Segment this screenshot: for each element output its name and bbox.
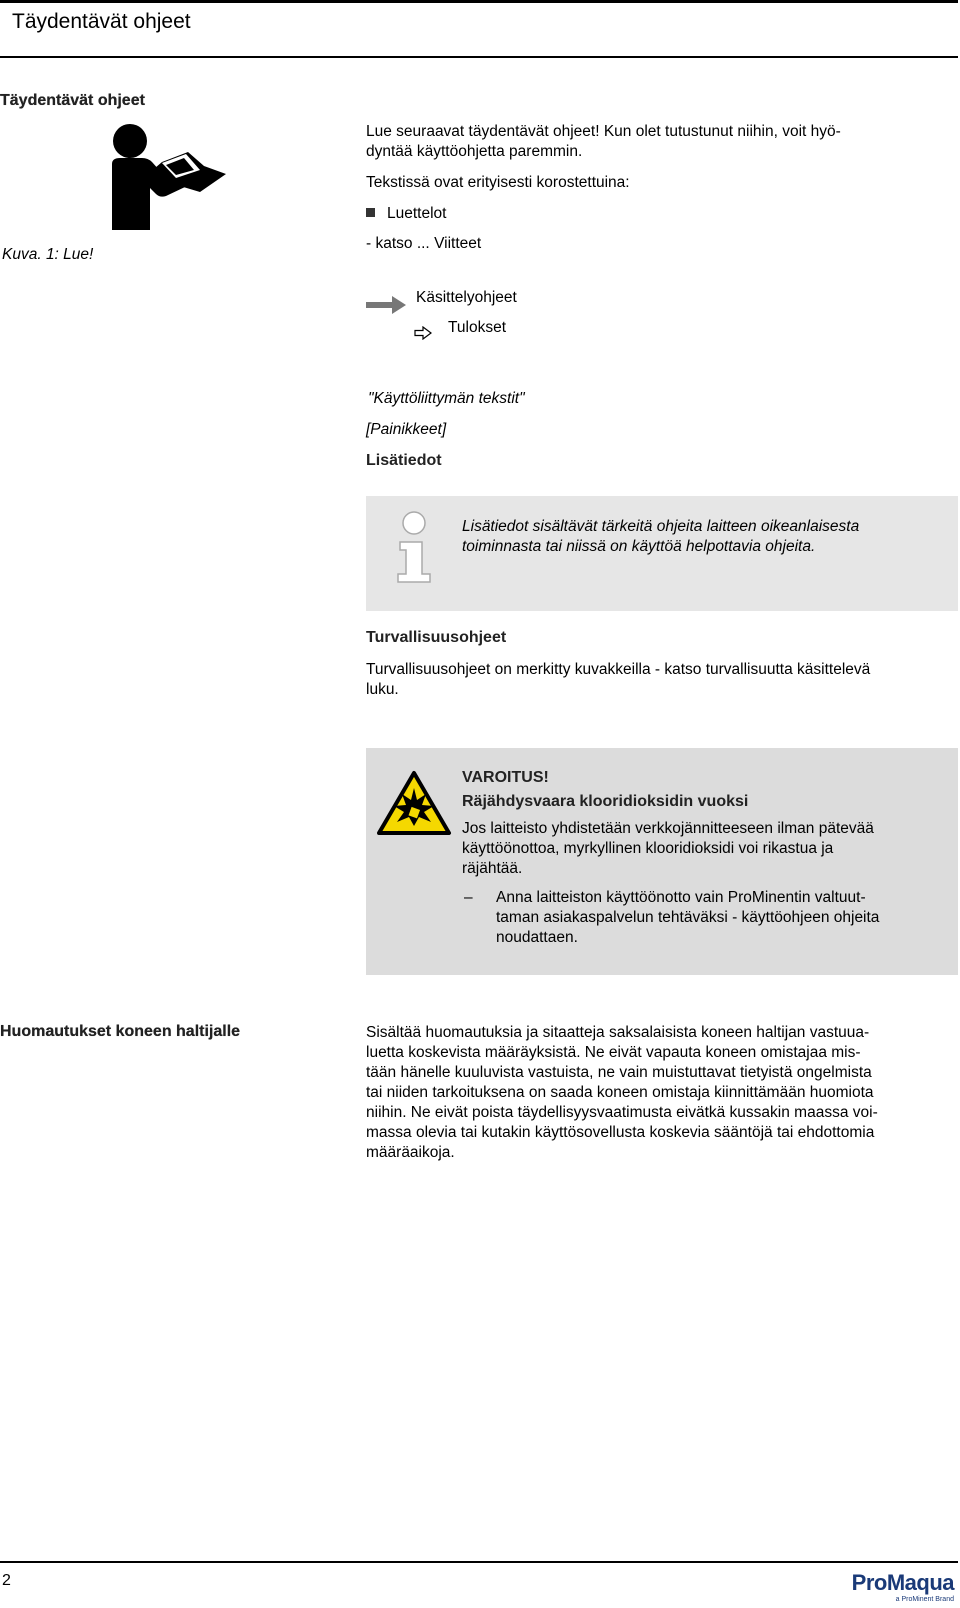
safety-text [366,660,956,700]
warning-action-line-3: noudattaen. [496,929,578,946]
header-rule [0,56,958,58]
warning-action-line-1: Anna laitteiston käyttöönotto vain ProMinentin valtuut- [496,889,866,906]
warning-text-line-1: Jos laitteisto yhdistetään verkkojännitteeseen ilman pätevää [462,820,874,837]
owner-notes-text [366,1023,956,1163]
section-heading-intro: Täydentävät ohjeet [0,92,145,109]
page-number: 2 [2,1572,11,1589]
warning-signal-word: VAROITUS! [462,769,549,786]
handling-arrow-icon [366,294,406,316]
warning-text-line-3: räjähtää. [462,860,523,877]
explosion-warning-icon [376,770,452,836]
owner-notes-line: niihin. Ne eivät poista täydellisyysvaatimusta eivätkä kussakin maassa voi- [366,1104,878,1121]
info-box [366,496,958,611]
warning-box [366,748,958,975]
warning-action-line-2: taman asiakaspalvelun tehtäväksi - käyttöohjeen ohjeita [496,909,880,926]
safety-text-line-2: luku. [366,681,399,698]
info-text-line-1: Lisätiedot sisältävät tärkeitä ohjeita laitteen oikeanlaisesta [462,518,860,535]
reference-prefix: - katso ... [366,235,430,252]
owner-notes-line: massa olevia tai kutakin käyttösovellusta koskevia sääntöjä tai ehdottomia [366,1124,875,1141]
brand-subtitle: a ProMinent Brand [895,1596,954,1603]
figure-caption: Kuva. 1: Lue! [2,246,94,263]
warning-text-line-2: käyttöönottoa, myrkyllinen klooridioksidi voi rikastua ja [462,840,834,857]
warning-text [462,819,952,879]
info-heading: Lisätiedot [366,452,442,469]
info-text-line-2: toiminnasta tai niissä on käyttöä helpottavia ohjeita. [462,538,816,555]
intro-paragraph [366,122,946,162]
handling-label: Käsittelyohjeet [416,289,517,306]
brand-logo [852,1570,954,1603]
highlight-intro: Tekstissä ovat erityisesti korostettuina: [366,174,630,191]
top-rule [0,0,958,3]
ui-text-example: "Käyttöliittymän tekstit" [368,390,525,407]
safety-text-line-1: Turvallisuusohjeet on merkitty kuvakkeilla - katso turvallisuutta käsittelevä [366,661,871,678]
info-text [462,517,952,557]
reference-example [366,234,481,254]
page-header-title: Täydentävät ohjeet [12,10,191,33]
warning-action-dash: – [464,889,473,906]
brand-name: ProMaqua [851,1570,954,1595]
info-icon [392,510,436,584]
intro-line-1: Lue seuraavat täydentävät ohjeet! Kun olet tutustunut niihin, voit hyö- [366,123,841,140]
reference-label: Viitteet [434,235,482,252]
list-example-label: Luettelot [387,205,447,222]
square-bullet-icon [366,208,375,217]
owner-notes-line: luetta koskevista määräyksistä. Ne eivät vapauta koneen omistajaa mis- [366,1044,861,1061]
person-reading-icon [104,122,230,234]
owner-notes-line: tään hänelle kuuluvista vastuista, ne vain muistuttavat tietyistä ongelmista [366,1064,872,1081]
list-example [366,204,446,224]
owner-notes-line: määräaikoja. [366,1144,455,1161]
footer-rule [0,1561,958,1563]
owner-notes-line: tai niiden tarkoituksena on saada koneen omistaja kiinnittämään huomiota [366,1084,874,1101]
owner-notes-line: Sisältää huomautuksia ja sitaatteja saksalaisista koneen haltijan vastuua- [366,1024,870,1041]
intro-line-2: dyntää käyttöohjetta paremmin. [366,143,583,160]
warning-hazard: Räjähdysvaara klooridioksidin vuoksi [462,793,749,810]
buttons-example: [Painikkeet] [366,421,447,438]
section-heading-owner-notes: Huomautukset koneen haltijalle [0,1023,241,1040]
safety-heading: Turvallisuusohjeet [366,629,507,646]
result-label: Tulokset [448,319,507,336]
result-arrow-icon [414,326,432,340]
warning-action [496,888,956,948]
